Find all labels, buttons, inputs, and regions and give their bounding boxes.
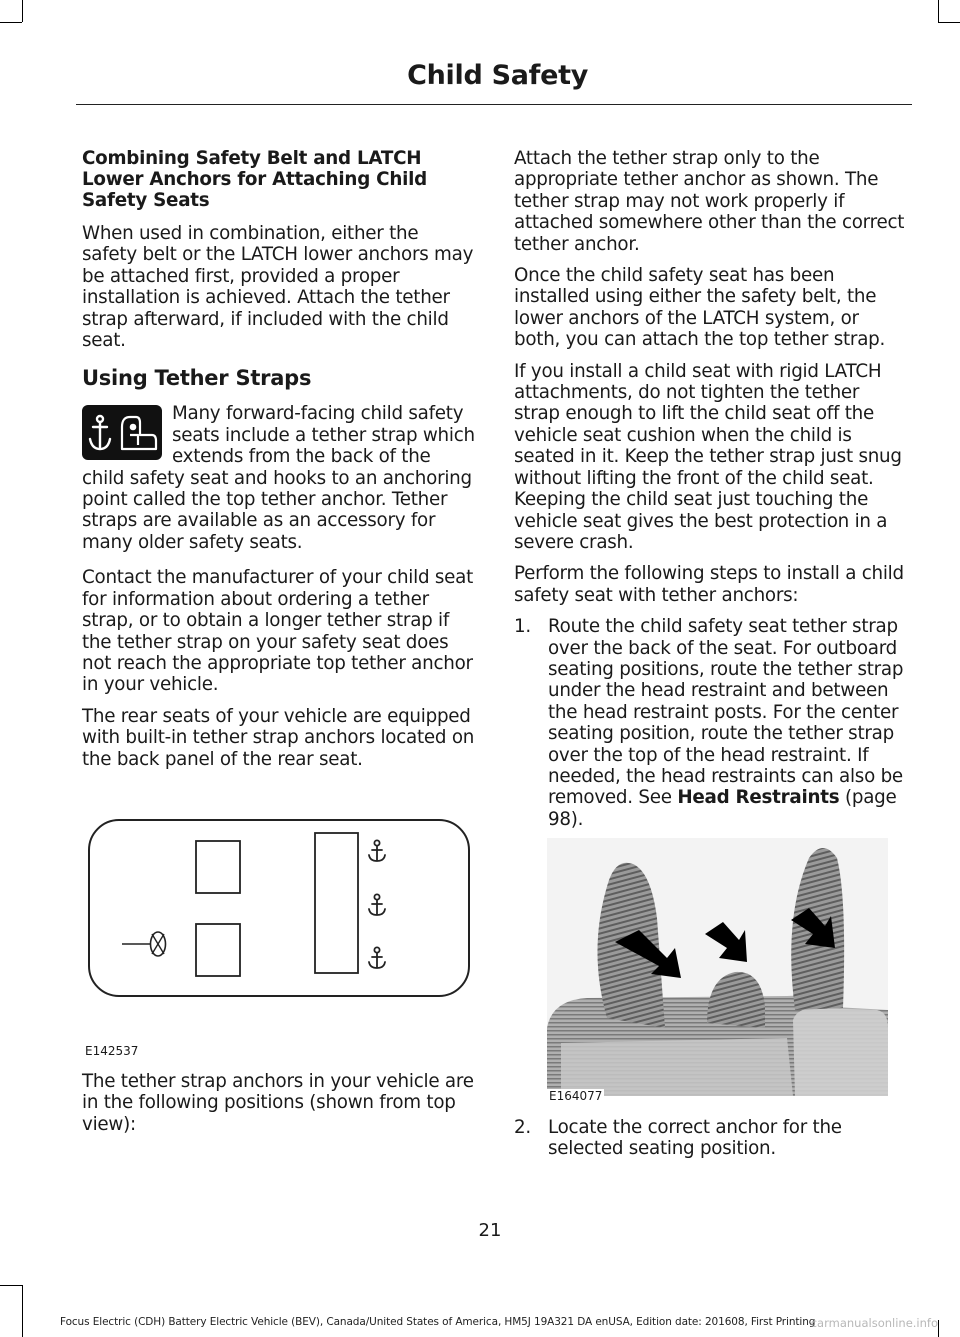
step-number: 1.: [514, 616, 531, 638]
anchor-icon: [369, 840, 385, 861]
child-seat-tether-anchor-icon: [82, 405, 162, 460]
crop-mark: [938, 1320, 939, 1337]
crop-mark: [22, 1285, 23, 1337]
left-column: [82, 148, 476, 780]
crop-mark: [0, 1285, 22, 1286]
tether-anchor-diagram: [82, 816, 474, 1001]
paragraph: Attach the tether strap only to the appropriate tether anchor as shown. The tether strap may not work properly if attached somewhere other than the correct tether anchor.: [514, 148, 905, 255]
paragraph: Perform the following steps to install a child safety seat with tether anchors:: [514, 563, 904, 606]
page-title: Child Safety: [407, 60, 588, 91]
section-heading-tether-straps: Using Tether Straps: [82, 366, 312, 391]
head-restraints-link[interactable]: Head Restraints: [677, 787, 840, 809]
crop-mark: [938, 0, 939, 22]
anchor-icon: [369, 947, 385, 968]
step-number: 2.: [514, 1117, 531, 1138]
watermark: carmanualsonline.info: [810, 1316, 938, 1330]
head-restraint-illustration: [547, 838, 888, 1096]
paragraph: Once the child safety seat has been installed using either the safety belt, the lower anchors of the LATCH system, or both, you can attach the top tether strap.: [514, 265, 886, 351]
page-number: 21: [478, 1220, 502, 1241]
crop-mark: [938, 22, 960, 23]
right-column: [514, 148, 910, 840]
figure-label: E164077: [549, 1089, 603, 1103]
header-divider: [76, 104, 912, 105]
paragraph: Many forward-facing child safety seats include a tether strap which extends from the back of the child safety seat and hooks to an anchoring point called the top tether anchor. Tether straps are available as an accessory for many older safety seats.: [82, 403, 475, 553]
paragraph: The rear seats of your vehicle are equipped with built-in tether strap anchors located on the back panel of the rear seat.: [82, 705, 475, 770]
crop-mark: [0, 22, 22, 23]
anchor-icon: [369, 894, 385, 915]
paragraph: Contact the manufacturer of your child seat for information about ordering a tether strap, or to obtain a longer tether strap if the tether strap on your safety seat does not reach the appropriate top tether anchor in your vehicle.: [82, 567, 474, 696]
section-heading-combining: Combining Safety Belt and LATCH Lower Anchors for Attaching Child Safety Seats: [82, 148, 427, 211]
edition-footer: Focus Electric (CDH) Battery Electric Vehicle (BEV), Canada/United States of America, HM5J 19A321 DA enUSA, Edition date: 201608, First Printing: [60, 1316, 816, 1328]
list-item: [514, 1117, 910, 1160]
step-text: Locate the correct anchor for the selected seating position.: [548, 1117, 842, 1160]
list-item: [514, 616, 910, 830]
step-text: Route the child safety seat tether strap over the back of the seat. For outboard seating positions, route the tether strap under the head restraint and between the head restraint posts. For the center seating position, route the tether strap over the top of the head restraint. If needed, the head restraints can also be removed. See Head Restraints (page 98).: [548, 616, 904, 830]
paragraph: If you install a child seat with rigid LATCH attachments, do not tighten the tether strap enough to lift the child seat off the vehicle seat cushion when the child is seated in it. Keep the tether strap just snug without lifting the front of the child seat. Keeping the child seat just touching the vehicle seat gives the best protection in a severe crash.: [514, 360, 902, 553]
crop-mark: [22, 0, 23, 22]
step-2: [514, 1117, 910, 1170]
paragraph: When used in combination, either the safety belt or the LATCH lower anchors may be attached first, provided a proper installation is achieved. Attach the tether strap afterward, if included with the child seat.: [82, 223, 474, 352]
paragraph: The tether strap anchors in your vehicle are in the following positions (shown from top view):: [82, 1071, 474, 1135]
figure-label: E142537: [85, 1044, 139, 1058]
